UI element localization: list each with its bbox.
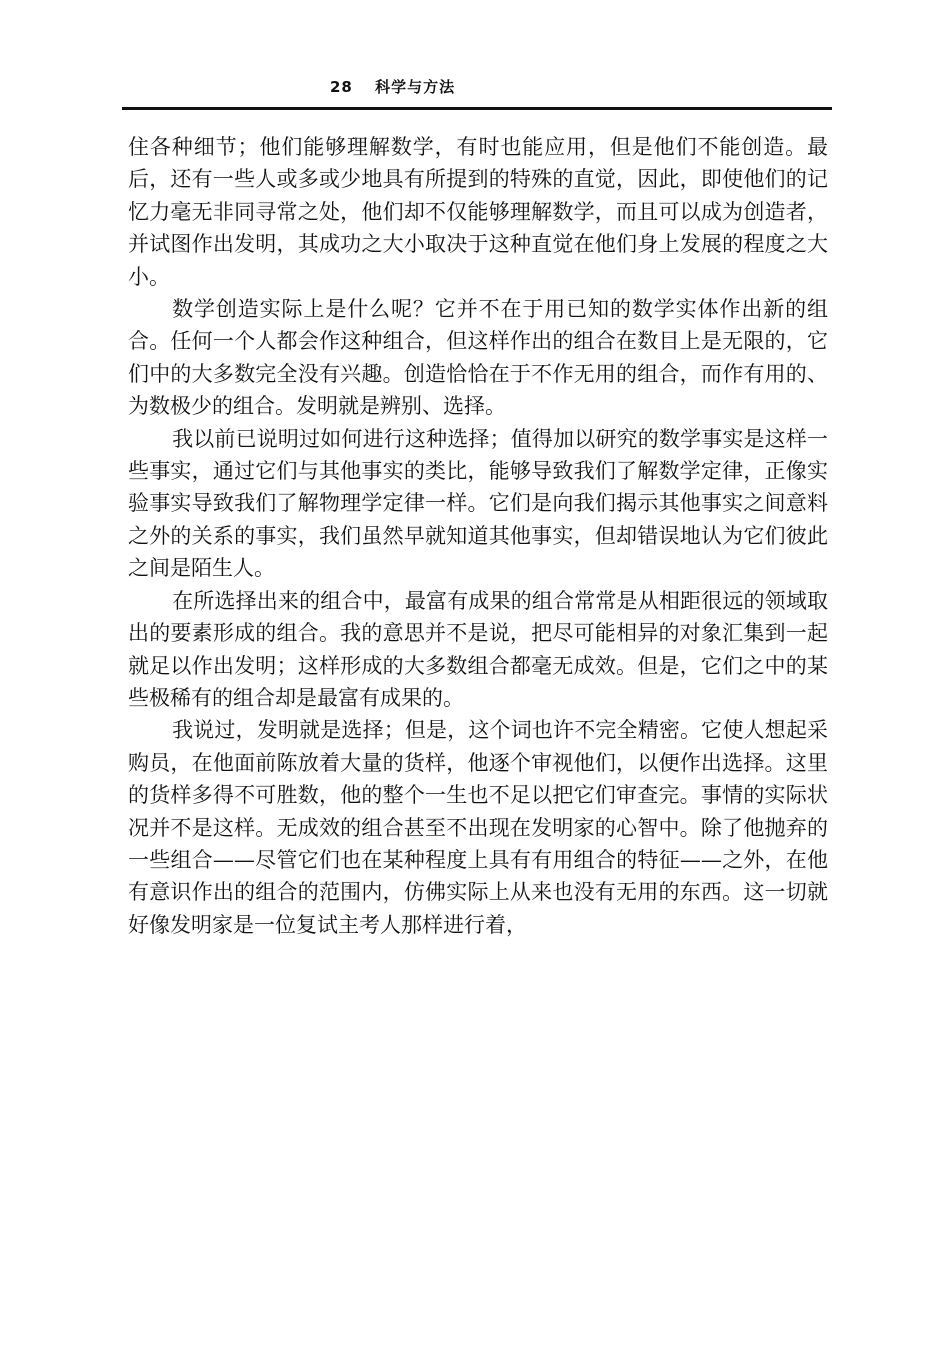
- paragraph-continued: 住各种细节；他们能够理解数学，有时也能应用，但是他们不能创造。最后，还有一些人或多或少地具有所提到的特殊的直觉，因此，即使他们的记忆力毫无非同寻常之处，他们却不仅能够理解数学，而且可以成为创造者，并试图作出发明，其成功之大小取决于这种直觉在他们身上发展的程度之大小。: [128, 135, 828, 289]
- paragraph: 我说过，发明就是选择；但是，这个词也许不完全精密。它使人想起采购员，在他面前陈放着大量的货样，他逐个审视他们，以便作出选择。这里的货样多得不可胜数，他的整个一生也不足以把它们审查完。事情的实际状况并不是这样。无成效的组合甚至不出现在发明家的心智中。除了他抛弃的一些组合——尽管它们也在某种程度上具有有用组合的特征——之外，在他有意识作出的组合的范围内，仿佛实际上从来也没有无用的东西。这一切就好像发明家是一位复试主考人那样进行着，: [128, 718, 828, 937]
- paragraph: 数学创造实际上是什么呢？它并不在于用已知的数学实体作出新的组合。任何一个人都会作这种组合，但这样作出的组合在数目上是无限的，它们中的大多数完全没有兴趣。创造恰恰在于不作无用的组合，而作有用的、为数极少的组合。发明就是辨别、选择。: [128, 297, 828, 419]
- header-text: [330, 76, 455, 97]
- page-number: 28: [330, 78, 353, 96]
- header-rule: [122, 107, 832, 110]
- paragraph: 我以前已说明过如何进行这种选择；值得加以研究的数学事实是这样一些事实，通过它们与其他事实的类比，能够导致我们了解数学定律，正像实验事实导致我们了解物理学定律一样。它们是向我们揭示其他事实之间意料之外的关系的事实，我们虽然早就知道其他事实，但却错误地认为它们彼此之间是陌生人。: [128, 426, 828, 581]
- running-title: 科学与方法: [375, 78, 456, 96]
- running-header: [122, 76, 832, 110]
- body-text: [128, 131, 828, 941]
- paragraph: 在所选择出来的组合中，最富有成果的组合常常是从相距很远的领域取出的要素形成的组合。我的意思并不是说，把尽可能相异的对象汇集到一起就足以作出发明；这样形成的大多数组合都毫无成效。但是，它们之中的某些极稀有的组合却是最富有成果的。: [128, 588, 828, 710]
